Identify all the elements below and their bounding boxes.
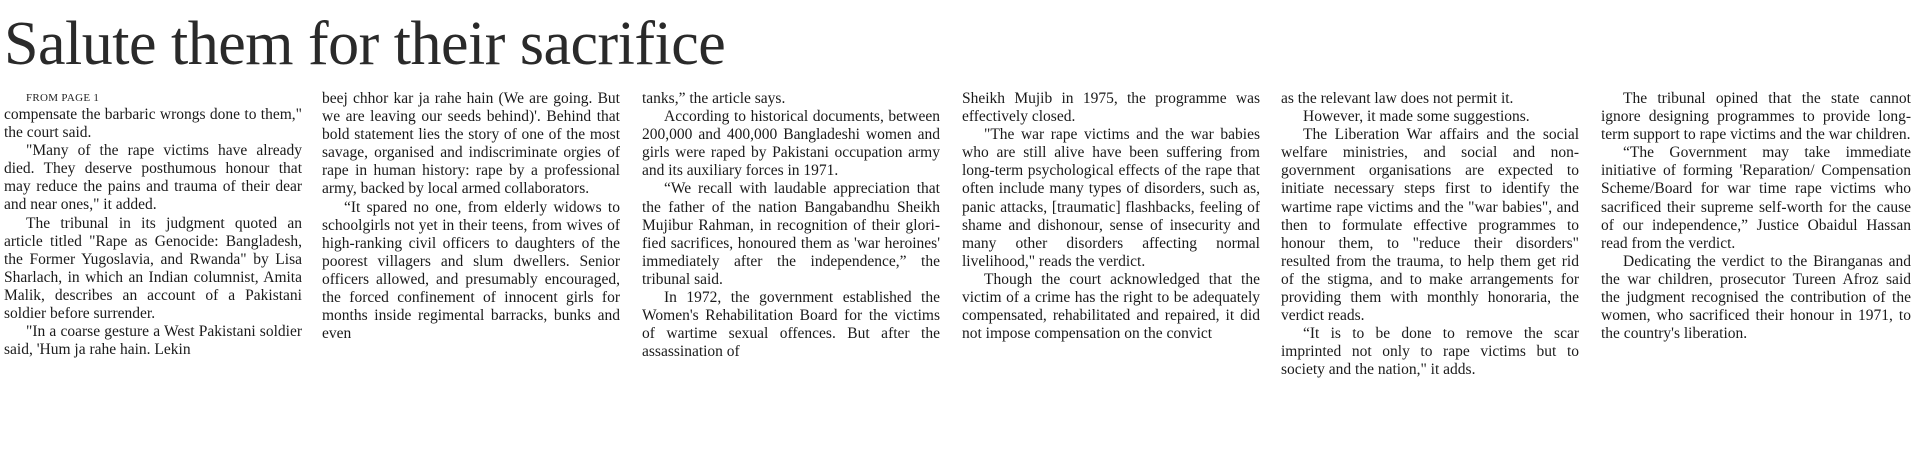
paragraph: According to historical documents, between 200,000 and 400,000 Bangladeshi women and girls were raped by Pakistani occupation army and its auxiliary forces in 1971. xyxy=(642,108,940,180)
paragraph: Sheikh Mujib in 1975, the programme was effectively closed. xyxy=(962,90,1260,126)
paragraph: The Liberation War affairs and the social welfare ministries, and social and non-government organisations are expected to initiate necessary steps first to identify the wartime rape victims and the "war babies", and then to formulate effective programmes to honour them, to "reduce their disorders" resulted from the trauma, to help them get rid of the stigma, and to make arrangements for providing them with monthly honoraria, the verdict reads. xyxy=(1281,126,1579,325)
paragraph: “We recall with laudable appreciation that the father of the nation Bangabandhu Sheikh Mujibur Rahman, in recognition of their glorified sacrifices, honoured them as 'war heroines' immediately after the independence,” the tribunal said. xyxy=(642,180,940,288)
paragraph: "The war rape victims and the war babies who are still alive have been suffering from long-term psychological effects of the rape that often include many types of disorders, such as, panic attacks, [traumatic] flashbacks, feeling of shame and dishonour, sense of insecurity and many other disorders affecting normal livelihood," reads the verdict. xyxy=(962,126,1260,270)
jump-kicker: FROM PAGE 1 xyxy=(26,92,100,104)
article-column-1 xyxy=(4,90,302,466)
paragraph: "Many of the rape victims have already died. They deserve posthumous honour that may reduce the pains and trauma of their dear and near ones," it added. xyxy=(4,142,302,214)
paragraph: The tribunal opined that the state cannot ignore designing programmes to provide long-term support to rape victims and the war children. xyxy=(1601,90,1911,144)
paragraph: tanks,” the article says. xyxy=(642,90,786,107)
paragraph: The tribunal in its judgment quoted an article titled "Rape as Genocide: Bangladesh, the Former Yugoslavia, and Rwanda" by Lisa Sharlach, in which an Indian columnist, Amita Malik, describes an account of a Pakistani soldier before surrender. xyxy=(4,214,302,323)
paragraph: beej chhor kar ja rahe hain (We are going. But we are leaving our seeds behind)'. Behind that bold statement lies the story of one of the most savage, organised and indiscriminate orgies of rape in human history: rape by a professional army, backed by local armed collaborators. xyxy=(322,90,620,198)
paragraph: In 1972, the government established the Women's Rehabilitation Board for the victims of wartime sexual offences. But after the assassination of xyxy=(642,289,940,361)
paragraph: Though the court acknowledged that the victim of a crime has the right to be adequately compensated, rehabilitated and repaired, it did not impose compensation on the convict xyxy=(962,270,1260,343)
paragraph: "In a coarse gesture a West Pakistani soldier said, 'Hum ja rahe hain. Lekin xyxy=(4,323,302,359)
article-column-3 xyxy=(642,90,940,466)
paragraph: “The Government may take immediate initiative of forming 'Reparation/ Compensation Scheme/Board for war time rape victims who sacrificed their supreme self-worth for the cause of our independence,” Justice Obaidul Hassan read from the verdict. xyxy=(1601,144,1911,252)
article-column-6 xyxy=(1601,90,1911,466)
headline: Salute them for their sacrifice xyxy=(4,10,726,78)
article-column-5 xyxy=(1281,90,1579,466)
article-column-2 xyxy=(322,90,620,466)
paragraph: “It is to be done to remove the scar imprinted not only to rape victims but to society and the nation," it adds. xyxy=(1281,325,1579,379)
paragraph: as the relevant law does not permit it. xyxy=(1281,90,1514,107)
paragraph: “It spared no one, from elderly widows to schoolgirls not yet in their teens, from wives of high-ranking civil officers to daughters of the poorest villagers and slum dwellers. Senior officers allowed, and presumably encouraged, the forced confinement of innocent girls for months inside regimental barracks, bunks and even xyxy=(322,198,620,343)
paragraph: Dedicating the verdict to the Biranganas and the war children, prosecutor Tureen Afroz said the judgment recognised the contribution of the women, who sacrificed their honour in 1971, to the country's liberation. xyxy=(1601,252,1911,343)
paragraph: However, it made some suggestions. xyxy=(1303,108,1530,126)
article-column-4 xyxy=(962,90,1260,466)
paragraph: compensate the barbaric wrongs done to them," the court said. xyxy=(4,106,302,142)
